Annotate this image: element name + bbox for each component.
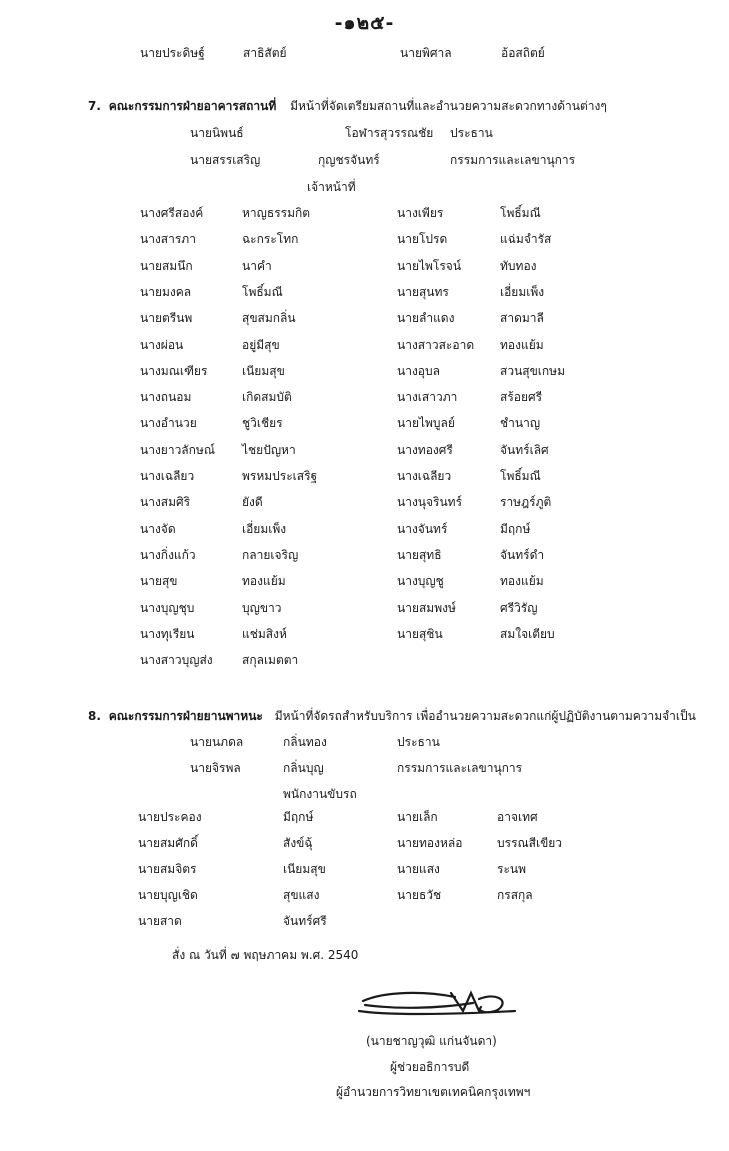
staff-last-name-left: หาญธรรมกิต (242, 206, 311, 220)
staff-first-name-left: นางผ่อน (140, 337, 184, 352)
staff-last-name-left: โพธิ์มณี (242, 284, 283, 299)
section-8-chair-first: นายนภดล (190, 735, 244, 749)
staff-last-name-left: เกิดสมบัติ (242, 390, 292, 405)
section-8-secretary-last: กลิ่นบุญ (283, 761, 324, 775)
staff-last-name-left: บุญขาว (242, 600, 282, 615)
staff-last-name-left: มีฤกษ์ (283, 810, 314, 824)
staff-first-name-left: นายตรีนพ (140, 311, 193, 326)
staff-last-name-left: พรหมประเสริฐ (242, 469, 318, 483)
staff-first-name-right: นายแสง (397, 862, 440, 876)
staff-last-name-right: เอี่ยมเพ็ง (500, 284, 545, 299)
staff-first-name-right: นางเพียร (397, 206, 444, 220)
staff-first-name-left: นายบุญเชิด (138, 888, 198, 902)
staff-first-name-right: นายโปรด (397, 232, 448, 247)
section-7-secretary-last: กุญชรจันทร์ (318, 153, 380, 167)
staff-first-name-left: นางอำนวย (140, 416, 197, 431)
staff-last-name-right: ทองแย้ม (500, 337, 544, 352)
staff-last-name-right: แฉ่มจำรัส (500, 232, 552, 247)
staff-first-name-left: นายสาด (138, 914, 182, 928)
section-8-chair-role: ประธาน (397, 735, 440, 749)
staff-first-name-left: นางสมศิริ (140, 495, 191, 510)
staff-last-name-left: สุขแสง (283, 888, 320, 902)
staff-last-name-right: จันทร์เลิศ (500, 442, 549, 457)
top-left-last-name: สาธิสัตย์ (243, 46, 287, 60)
staff-first-name-left: นายสมจิตร (138, 862, 197, 876)
staff-first-name-right: นายสุชิน (397, 626, 443, 641)
section-7-title: คณะกรรมการฝ่ายอาคารสถานที่ (108, 99, 277, 113)
section-8-secretary-role: กรรมการและเลขานุการ (397, 761, 523, 775)
section-8-heading (88, 707, 696, 726)
section-7-chair-last: โอฬารสุวรรณชัย (345, 126, 434, 140)
staff-last-name-left: ชูวิเชียร (242, 416, 283, 431)
staff-first-name-right: นางจันทร์ (397, 521, 448, 536)
section-7-chair-first: นายนิพนธ์ (190, 126, 244, 140)
staff-first-name-left: นางมณเฑียร (140, 363, 208, 378)
staff-last-name-left: นาคำ (242, 258, 272, 273)
section-7-heading (88, 97, 607, 116)
section-7-number: 7. (88, 99, 101, 113)
staff-last-name-left: ไชยปัญหา (242, 442, 296, 457)
staff-first-name-right: นางเสาวภา (397, 390, 458, 405)
staff-first-name-right: นายไพโรจน์ (397, 258, 462, 273)
staff-last-name-right: สาดมาลี (500, 311, 544, 326)
staff-last-name-left: เนียมสุข (283, 862, 326, 876)
section-8-secretary-first: นายจิรพล (190, 761, 241, 775)
staff-last-name-left: อยู่มีสุข (242, 337, 280, 352)
signer-position: ผู้ช่วยอธิการบดี (390, 1060, 470, 1074)
handwritten-signature (355, 985, 525, 1021)
staff-first-name-right: นางเฉลียว (397, 469, 452, 483)
staff-last-name-left: สุขสมกลิ่น (242, 311, 296, 326)
staff-last-name-right: โพธิ์มณี (500, 469, 541, 483)
staff-first-name-right: นางนุจรินทร์ (397, 495, 463, 510)
staff-last-name-right: ระนพ (497, 862, 527, 876)
staff-last-name-left: จันทร์ศรี (283, 914, 327, 928)
staff-last-name-left: ยังดี (242, 495, 263, 510)
top-left-first-name: นายประดิษฐ์ (140, 46, 205, 60)
staff-last-name-left: กลายเจริญ (242, 547, 299, 562)
staff-first-name-left: นางจัด (140, 521, 176, 536)
staff-last-name-right: บรรณสีเขียว (497, 836, 563, 850)
staff-last-name-left: ฉะกระโทก (242, 232, 299, 247)
staff-last-name-right: ราษฎร์ภูติ (500, 495, 552, 510)
staff-last-name-left: สกุลเมตตา (242, 653, 299, 668)
top-right-last-name: อ้อสถิตย์ (501, 46, 545, 60)
staff-first-name-right: นางทองศรี (397, 442, 453, 457)
signer-name: (นายชาญวุฒิ แก่นจันดา) (366, 1034, 497, 1048)
staff-first-name-left: นางถนอม (140, 390, 192, 405)
staff-last-name-left: เนียมสุข (242, 363, 285, 378)
staff-first-name-left: นายประคอง (138, 810, 202, 824)
staff-first-name-left: นางสาวบุญส่ง (140, 653, 213, 668)
order-date-line: สั่ง ณ วันที่ ๗ พฤษภาคม พ.ศ. 2540 (172, 948, 359, 962)
staff-first-name-left: นายมงคล (140, 284, 192, 299)
staff-first-name-right: นายไพบูลย์ (397, 416, 455, 431)
staff-first-name-right: นางอุบล (397, 363, 440, 378)
staff-last-name-right: ทับทอง (500, 258, 537, 273)
staff-first-name-left: นายสมนึก (140, 258, 193, 273)
staff-first-name-right: นายสุทธิ (397, 547, 442, 562)
staff-last-name-right: โพธิ์มณี (500, 206, 541, 220)
section-7-duty: มีหน้าที่จัดเตรียมสถานที่และอำนวยความสะดวกทางด้านต่างๆ (290, 99, 607, 113)
staff-first-name-right: นายเล็ก (397, 810, 438, 824)
staff-last-name-left: เอี่ยมเพ็ง (242, 521, 287, 536)
staff-first-name-right: นายทองหล่อ (397, 836, 463, 850)
staff-first-name-right: นายลำแดง (397, 311, 455, 326)
staff-first-name-right: นายสมพงษ์ (397, 600, 456, 615)
staff-first-name-left: นายสุข (140, 574, 178, 589)
staff-last-name-right: จันทร์ดำ (500, 547, 545, 562)
section-8-duty: มีหน้าที่จัดรถสำหรับบริการ เพื่ออำนวยความสะดวกแก่ผู้ปฏิบัติงานตามความจำเป็น (274, 709, 696, 723)
page-number: -๑๒๕- (334, 12, 395, 34)
section-7-staff-label: เจ้าหน้าที่ (307, 180, 356, 194)
staff-first-name-left: นางกิ่งแก้ว (140, 547, 196, 562)
staff-last-name-right: มีฤกษ์ (500, 521, 531, 536)
section-7-secretary-role: กรรมการและเลขานุการ (450, 153, 576, 167)
staff-first-name-left: นางบุญชุบ (140, 600, 195, 615)
staff-last-name-right: ชำนาญ (500, 416, 541, 431)
staff-last-name-right: สวนสุขเกษม (500, 363, 565, 378)
signer-title: ผู้อำนวยการวิทยาเขตเทคนิคกรุงเทพฯ (336, 1085, 531, 1099)
staff-first-name-left: นางทุเรียน (140, 626, 195, 641)
staff-last-name-right: กรสกุล (497, 888, 533, 902)
staff-last-name-left: แช่มสิงห์ (242, 626, 287, 641)
section-7-chair-role: ประธาน (450, 126, 493, 140)
staff-first-name-left: นางเฉลียว (140, 469, 195, 483)
section-8-chair-last: กลิ่นทอง (283, 735, 327, 749)
staff-last-name-left: สังข์ฉุ้ (283, 836, 313, 850)
staff-last-name-right: สมใจเตียบ (500, 626, 555, 641)
section-8-title: คณะกรรมการฝ่ายยานพาหนะ (108, 709, 263, 723)
staff-first-name-left: นางยาวลักษณ์ (140, 442, 215, 457)
staff-last-name-right: อาจเทศ (497, 810, 538, 824)
staff-first-name-right: นางบุญชู (397, 574, 444, 589)
section-8-staff-label: พนักงานขับรถ (283, 787, 357, 801)
staff-first-name-left: นางศรีสองค์ (140, 206, 204, 220)
staff-first-name-right: นางสาวสะอาด (397, 337, 475, 352)
section-8-number: 8. (88, 709, 101, 723)
staff-last-name-left: ทองแย้ม (242, 574, 286, 589)
staff-first-name-left: นางสารภา (140, 232, 196, 247)
staff-first-name-right: นายธวัช (397, 888, 442, 902)
staff-last-name-right: ศรีวิรัญ (500, 600, 538, 615)
staff-last-name-right: สร้อยศรี (500, 390, 543, 405)
section-7-secretary-first: นายสรรเสริญ (190, 153, 261, 167)
staff-first-name-right: นายสุนทร (397, 284, 449, 299)
staff-last-name-right: ทองแย้ม (500, 574, 544, 589)
staff-first-name-left: นายสมศักดิ์ (138, 836, 198, 850)
top-right-first-name: นายพิศาล (400, 46, 452, 60)
